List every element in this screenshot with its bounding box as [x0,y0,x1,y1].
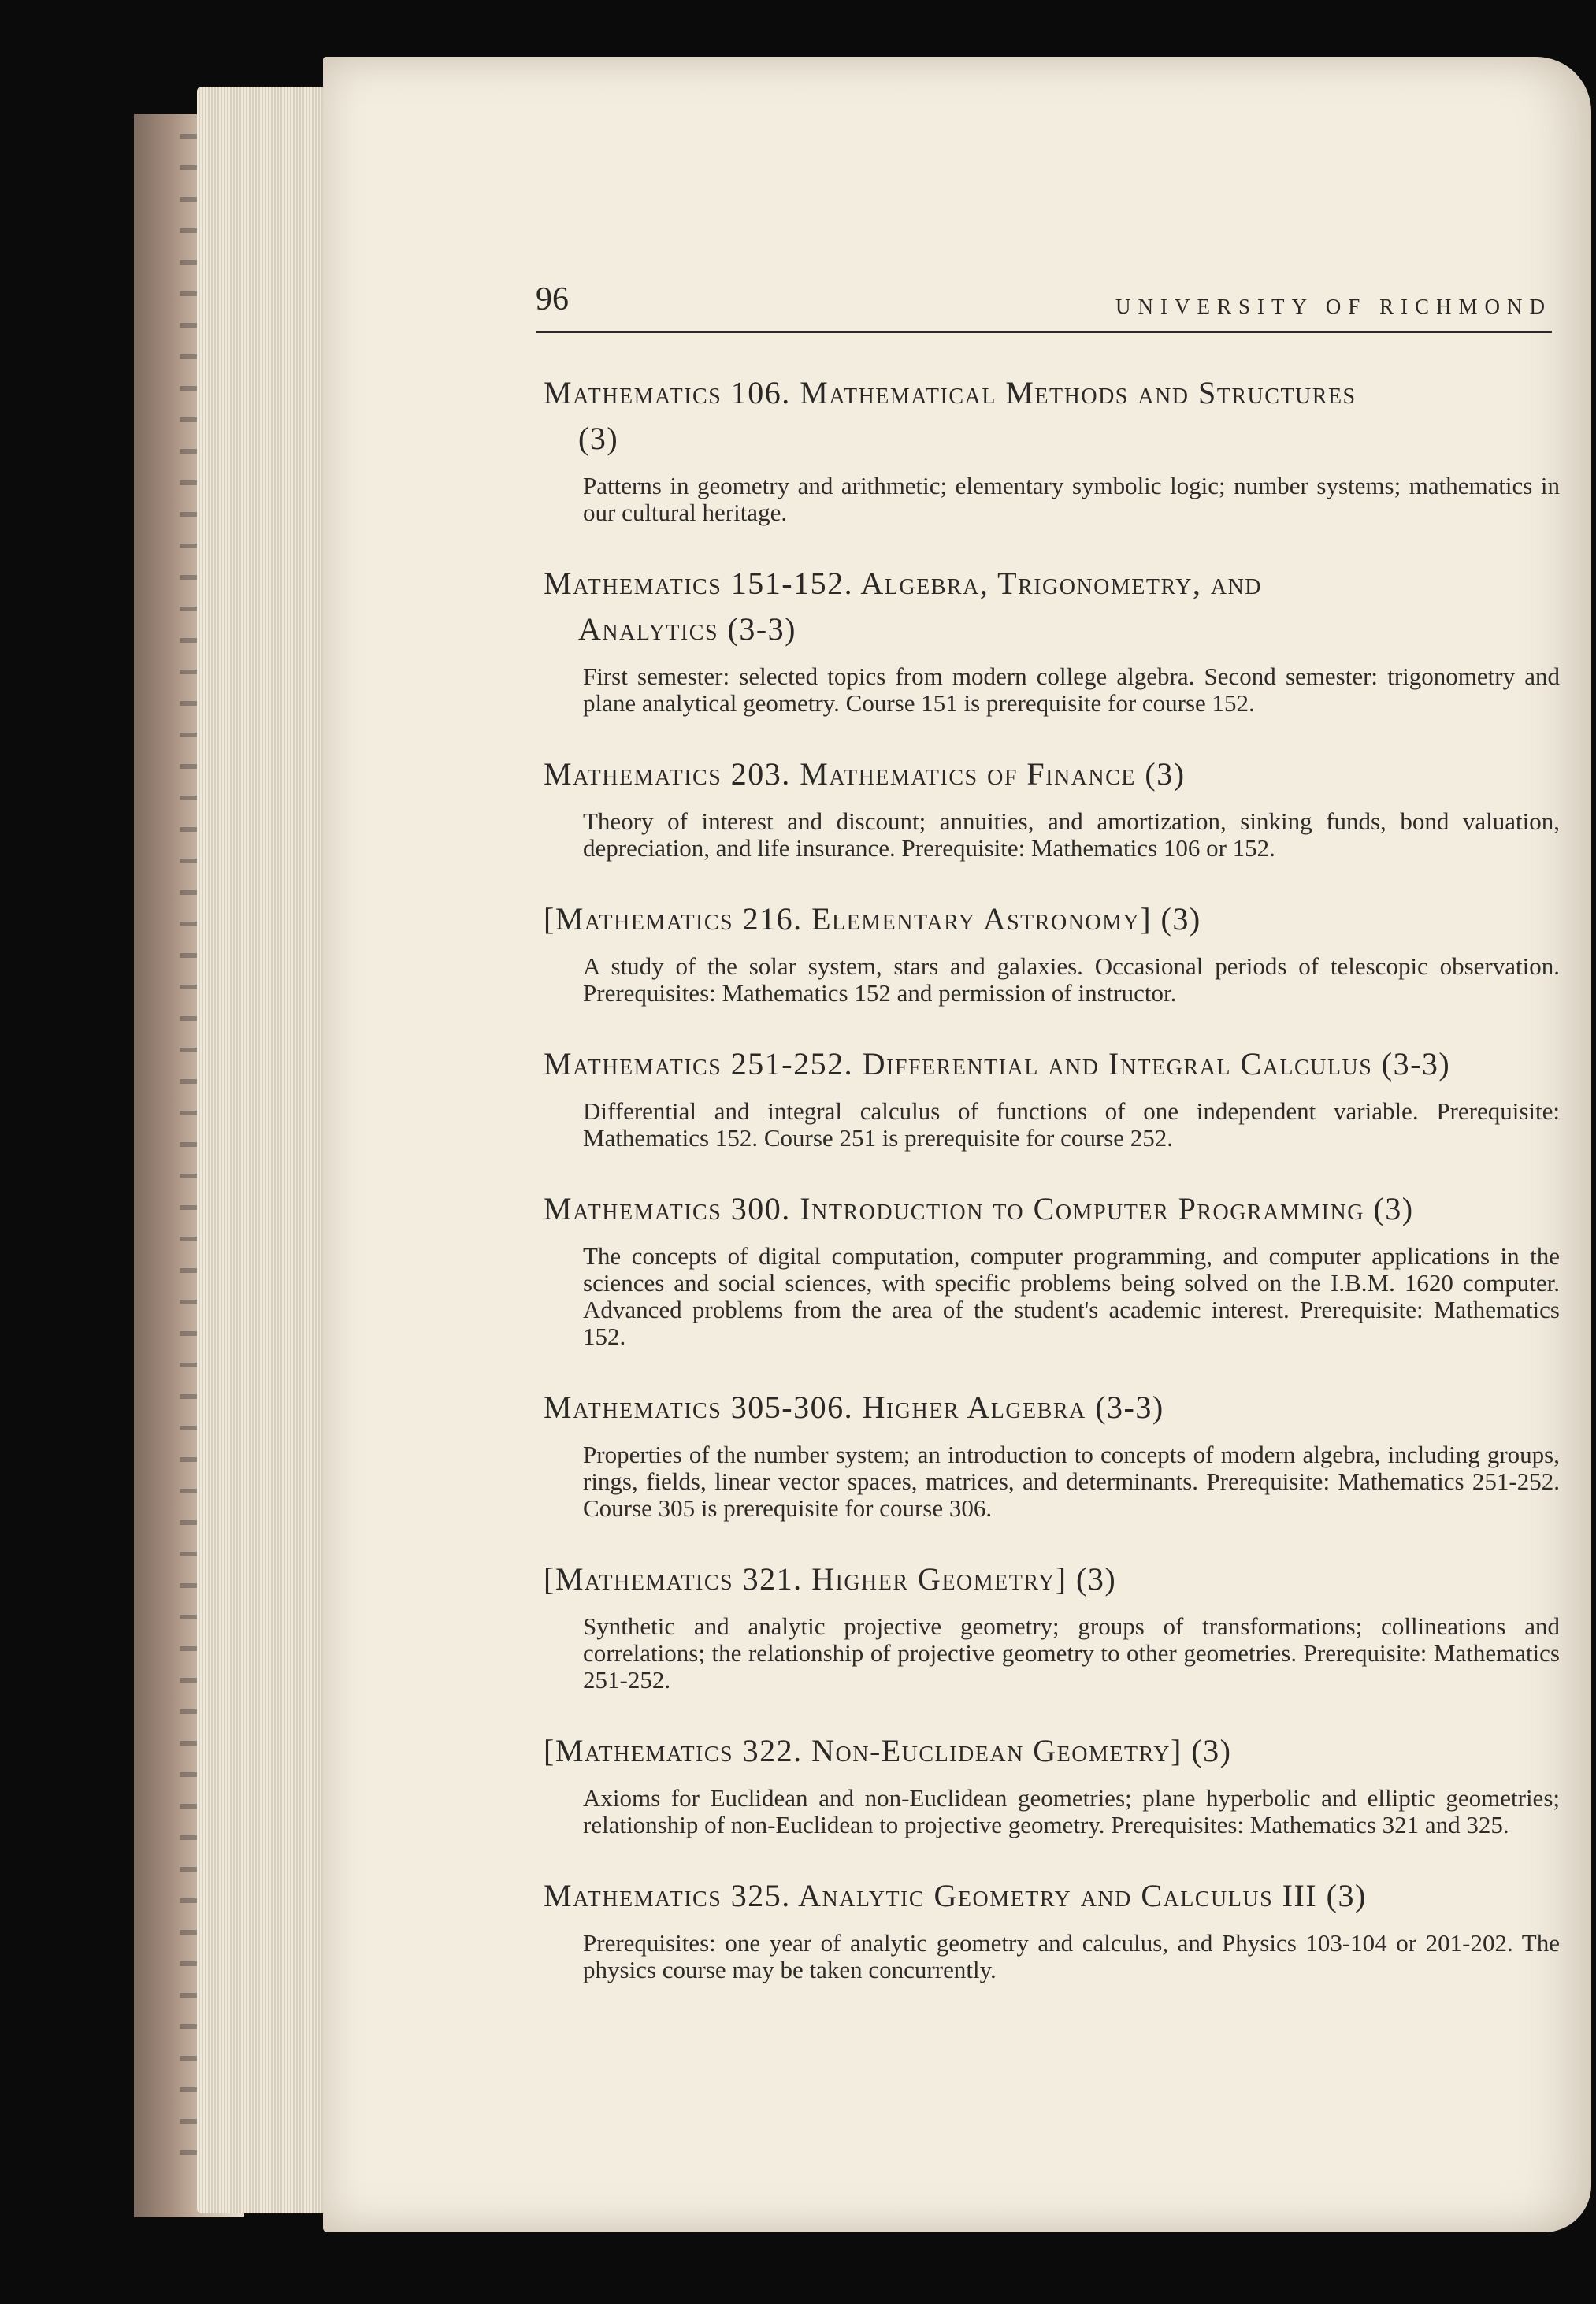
course-description: Properties of the number system; an introduction to concepts of modern algebra, including groups, rings, fields, linear vector spaces, matrices, and determinants. Prerequisite: Mathematics 251-252. Course 305 is prerequisite for course 306. [583,1441,1560,1522]
course-description: Prerequisites: one year of analytic geometry and calculus, and Physics 103-104 or 201-202. The physics course may be taken concurrently. [583,1929,1560,1983]
course-title: [Mathematics 321. Higher Geometry] (3) [544,1561,1117,1597]
course-entry [544,1385,1560,1522]
course-list [544,370,1560,2018]
course-entry [544,896,1560,1007]
course-description: Patterns in geometry and arithmetic; elementary symbolic logic; number systems; mathematics in our cultural heritage. [583,472,1560,526]
course-title: [Mathematics 322. Non-Euclidean Geometry] (3) [544,1733,1232,1768]
page-block-edges [197,87,331,2213]
course-entry [544,751,1560,862]
course-title: Mathematics 325. Analytic Geometry and Calculus III (3) [544,1878,1367,1913]
course-entry [544,1556,1560,1694]
course-title: [Mathematics 216. Elementary Astronomy] (3) [544,901,1201,937]
course-description: Axioms for Euclidean and non-Euclidean geometries; plane hyperbolic and elliptic geometries; relationship of non-Euclidean to projective geometry. Prerequisites: Mathematics 321 and 325. [583,1784,1560,1838]
course-title: Mathematics 251-252. Differential and Integral Calculus (3-3) [544,1046,1451,1082]
course-entry [544,1728,1560,1838]
course-title: Mathematics 305-306. Higher Algebra (3-3) [544,1389,1164,1425]
course-title: Mathematics 300. Introduction to Computer Programming (3) [544,1191,1414,1226]
course-description: The concepts of digital computation, computer programming, and computer applications in the sciences and social sciences, with specific problems being solved on the I.B.M. 1620 computer. Advanced problems from the area of the student's academic interest. Prerequisite: Mathematics 152. [583,1242,1560,1350]
course-title: Mathematics 151-152. Algebra, Trigonometry, and Analytics (3-3) [544,566,1263,647]
course-description: A study of the solar system, stars and galaxies. Occasional periods of telescopic observation. Prerequisites: Mathematics 152 and permission of instructor. [583,952,1560,1007]
course-description: Differential and integral calculus of functions of one independent variable. Prerequisite: Mathematics 152. Course 251 is prerequisite for course 252. [583,1097,1560,1152]
binding-marks [180,134,197,2182]
running-head: UNIVERSITY OF RICHMOND [1115,295,1552,318]
course-entry [544,1186,1560,1350]
course-description: Synthetic and analytic projective geometry; groups of transformations; collineations and correlations; the relationship of projective geometry to other geometries. Prerequisite: Mathematics 251-252. [583,1612,1560,1694]
course-title: Mathematics 203. Mathematics of Finance (3) [544,756,1186,792]
course-title: Mathematics 106. Mathematical Methods and Structures (3) [544,375,1357,456]
course-description: Theory of interest and discount; annuities, and amortization, sinking funds, bond valuation, depreciation, and life insurance. Prerequisite: Mathematics 106 or 152. [583,807,1560,862]
course-entry [544,1873,1560,1983]
page-number: 96 [536,281,569,317]
page-header [536,276,1552,333]
course-entry [544,370,1560,526]
course-description: First semester: selected topics from modern college algebra. Second semester: trigonometry and plane analytical geometry. Course 151 is prerequisite for course 152. [583,662,1560,717]
course-entry [544,561,1560,717]
course-entry [544,1041,1560,1152]
